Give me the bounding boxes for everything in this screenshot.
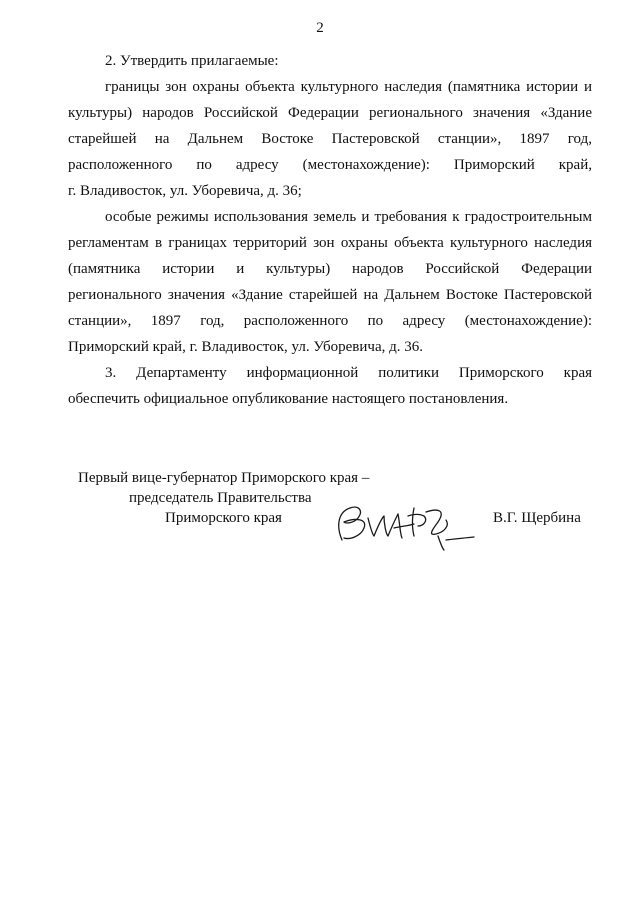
signatory-title: председатель Правительства [129, 490, 312, 506]
handwritten-signature [328, 496, 478, 552]
regimes-line: регламентам в границах территорий зон охраны объекта культурного наследия [68, 235, 592, 251]
signatory-title: Первый вице-губернатор Приморского края – [78, 470, 370, 486]
borders-line: культуры) народов Российской Федерации регионального значения «Здание [68, 105, 592, 121]
borders-line: старейшей на Дальнем Востоке Пастеровской станции», 1897 год, [68, 131, 592, 147]
signature-block [0, 470, 640, 590]
signatory-title: Приморского края [165, 510, 282, 526]
regimes-line: регионального значения «Здание старейшей на Дальнем Востоке Пастеровской [68, 287, 592, 303]
borders-line: г. Владивосток, ул. Уборевича, д. 36; [68, 183, 302, 199]
document-body [68, 48, 592, 412]
item-2-heading: 2. Утвердить прилагаемые: [105, 53, 279, 69]
item-3-line: 3. Департаменту информационной политики Приморского края [105, 365, 592, 381]
regimes-line: Приморский край, г. Владивосток, ул. Уборевича, д. 36. [68, 339, 423, 355]
page-number: 2 [316, 20, 324, 36]
item-3-line: обеспечить официальное опубликование настоящего постановления. [68, 391, 509, 407]
regimes-line: станции», 1897 год, расположенного по адресу (местонахождение): [68, 313, 592, 329]
regimes-line: особые режимы использования земель и требования к градостроительным [105, 209, 592, 225]
signatory-name: В.Г. Щербина [493, 510, 581, 526]
regimes-line: (памятника истории и культуры) народов Российской Федерации [68, 261, 592, 277]
borders-line: границы зон охраны объекта культурного наследия (памятника истории и [105, 79, 592, 95]
borders-line: расположенного по адресу (местонахождение): Приморский край, [68, 157, 592, 173]
